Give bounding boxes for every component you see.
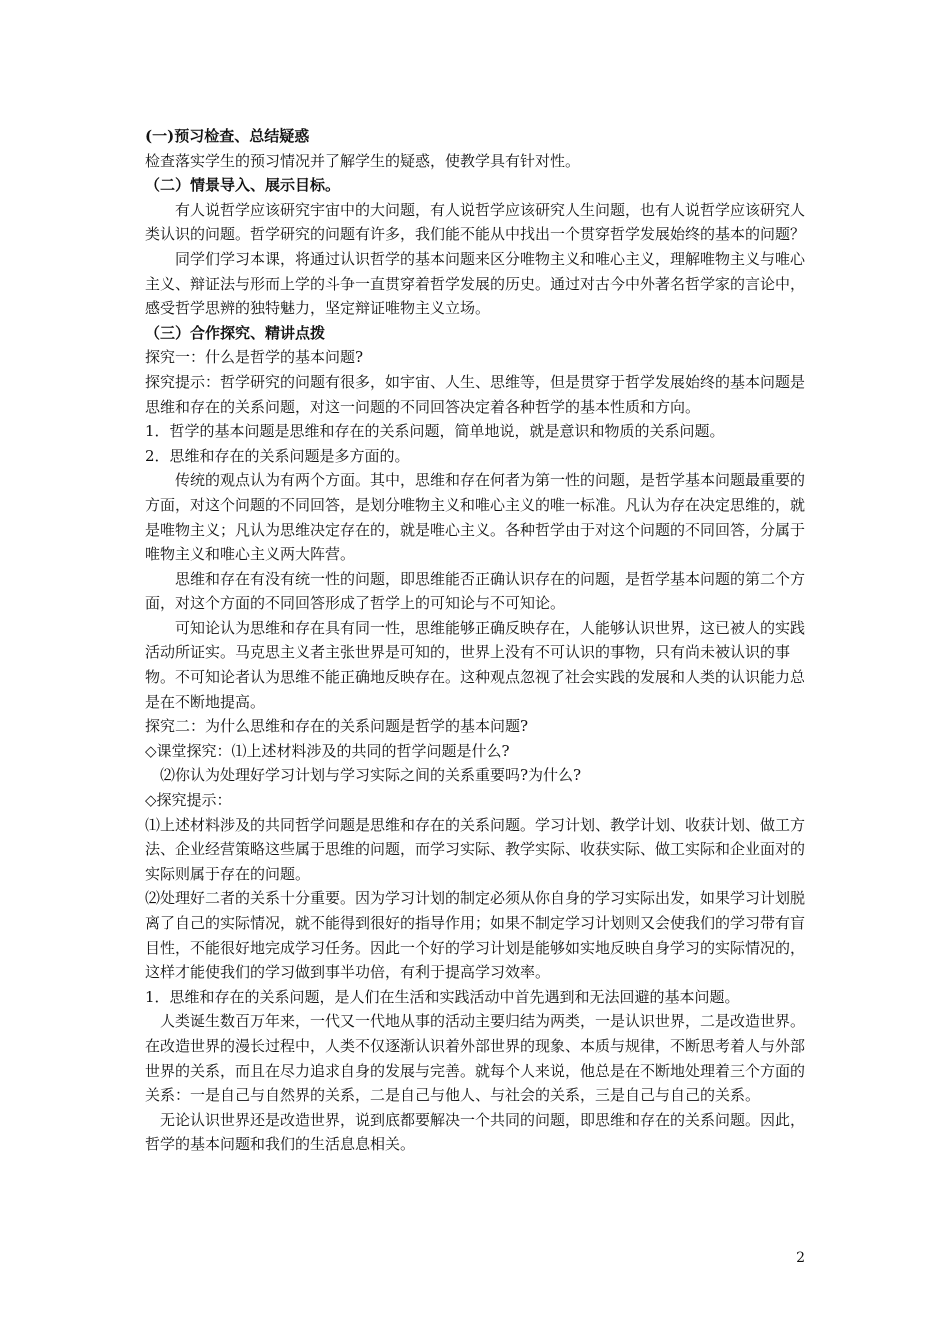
section-heading-inquiry: （三）合作探究、精讲点拨 — [145, 323, 326, 342]
page-number: 2 — [796, 1250, 805, 1266]
section-heading-preview: (一)预习检查、总结疑惑 — [145, 127, 310, 145]
paragraph: 人类诞生数百万年来，一代又一代地从事的活动主要归结为两类，一是认识世界，二是改造世界。在改造世界的漫长过程中，人类不仅逐渐认识着外部世界的现象、本质与规律，不断思考着人与外部世界的关系，而且在尽力追求自身的发展与完善。就每个人来说，他总是在不断地处理着三个方面的关系：一是自己与自然界的关系，二是自己与他人、与社会的关系，三是自己与自己的关系。 — [145, 1012, 806, 1105]
inquiry2-answer-1: ⑴上述材料涉及的共同哲学问题是思维和存在的关系问题。学习计划、教学计划、收获计划、做工方法、企业经营策略这些属于思维的问题，而学习实际、教学实际、收获实际、做工实际和企业面对的实际则属于存在的问题。 — [145, 815, 806, 883]
inquiry2-title: 探究二：为什么思维和存在的关系问题是哲学的基本问题? — [145, 717, 529, 736]
inquiry2-class-question-2: ⑵你认为处理好学习计划与学习实际之间的关系重要吗?为什么? — [160, 766, 582, 785]
paragraph: 传统的观点认为有两个方面。其中，思维和存在何者为第一性的问题，是哲学基本问题最重要的方面，对这个问题的不同回答，是划分唯物主义和唯心主义的唯一标准。凡认为存在决定思维的，就是唯物主义；凡认为思维决定存在的，就是唯心主义。各种哲学由于对这个问题的不同回答，分属于唯物主义和唯心主义两大阵营。 — [145, 471, 806, 564]
inquiry1-point1: 1．哲学的基本问题是思维和存在的关系问题，简单地说，就是意识和物质的关系问题。 — [145, 422, 725, 441]
document-body — [145, 124, 813, 1157]
paragraph: 有人说哲学应该研究宇宙中的大问题，有人说哲学应该研究人生问题，也有人说哲学应该研究人类认识的问题。哲学研究的问题有许多，我们能不能从中找出一个贯穿哲学发展始终的基本的问题？ — [145, 200, 806, 244]
paragraph: 同学们学习本课，将通过认识哲学的基本问题来区分唯物主义和唯心主义，理解唯物主义与唯心主义、辩证法与形而上学的斗争一直贯穿着哲学发展的历史。通过对古今中外著名哲学家的言论中，感受哲学思辨的独特魅力，坚定辩证唯物主义立场。 — [145, 249, 806, 318]
paragraph: 思维和存在有没有统一性的问题，即思维能否正确认识存在的问题，是哲学基本问题的第二个方面，对这个方面的不同回答形成了哲学上的可知论与不可知论。 — [145, 569, 806, 613]
inquiry2-class-question-1: ◇课堂探究：⑴上述材料涉及的共同的哲学问题是什么? — [145, 741, 510, 760]
paragraph: 可知论认为思维和存在具有同一性，思维能够正确反映存在，人能够认识世界，这已被人的实践活动所证实。马克思主义者主张世界是可知的，世界上没有不可认识的事物，只有尚未被认识的事物。不可知论者认为思维不能正确地反映存在。这种观点忽视了社会实践的发展和人类的认识能力总是在不断地提高。 — [145, 618, 806, 711]
inquiry1-hint: 探究提示：哲学研究的问题有很多，如宇宙、人生、思维等，但是贯穿于哲学发展始终的基本问题是思维和存在的关系问题，对这一问题的不同回答决定着各种哲学的基本性质和方向。 — [145, 372, 806, 416]
paragraph: 检查落实学生的预习情况并了解学生的疑惑，使教学具有针对性。 — [145, 151, 581, 170]
inquiry2-point1: 1．思维和存在的关系问题，是人们在生活和实践活动中首先遇到和无法回避的基本问题。 — [145, 987, 740, 1006]
inquiry2-hint-label: ◇探究提示： — [145, 791, 232, 810]
inquiry2-answer-2: ⑵处理好二者的关系十分重要。因为学习计划的制定必须从你自身的学习实际出发，如果学习计划脱离了自己的实际情况，就不能得到很好的指导作用；如果不制定学习计划则又会使我们的学习带有盲目性，不能很好地完成学习任务。因此一个好的学习计划是能够如实地反映自身学习的实际情况的，这样才能使我们的学习做到事半功倍，有利于提高学习效率。 — [145, 889, 806, 982]
inquiry1-title: 探究一：什么是哲学的基本问题? — [145, 348, 364, 367]
inquiry1-point2: 2．思维和存在的关系问题是多方面的。 — [145, 446, 410, 465]
paragraph: 无论认识世界还是改造世界，说到底都要解决一个共同的问题，即思维和存在的关系问题。因此，哲学的基本问题和我们的生活息息相关。 — [145, 1110, 806, 1154]
section-heading-intro: （二）情景导入、展示目标。 — [145, 176, 341, 195]
